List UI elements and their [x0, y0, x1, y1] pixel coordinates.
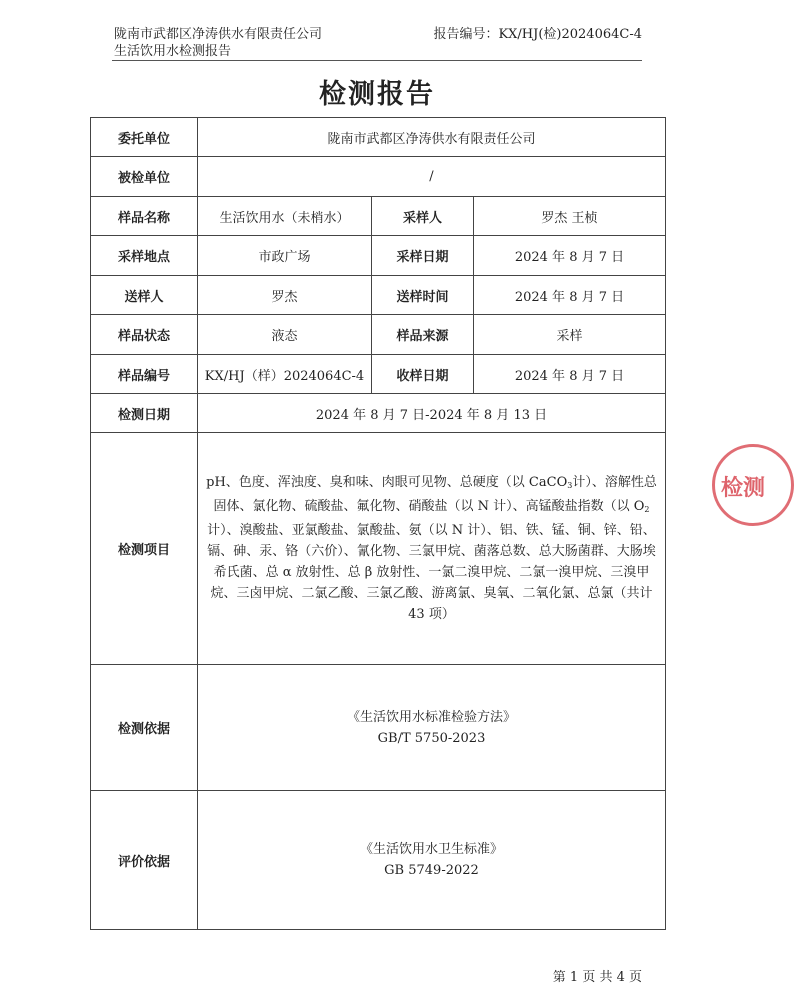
- items-text-part2: 计）、溶解性总固体、氯化物、硫酸盐、氟化物、硝酸盐（以 N 计）、高锰酸盐指数（以 O: [213, 475, 657, 514]
- eval-label: 评价依据: [91, 791, 198, 930]
- items-text-part3: 计）、溴酸盐、亚氯酸盐、氯酸盐、氨（以 N 计）、铝、铁、锰、铜、锌、铅、镉、砷、汞、铬（六价）、氰化物、三氯甲烷、菌落总数、总大肠菌群、大肠埃希氏菌、总 α 放射性、总 β 放射性、一氯二溴甲烷、二氯一溴甲烷、三溴甲烷、三卤甲烷、二氯乙酸、三氯乙酸、游离氯、臭氧、二氧化氯、总氯（共计 43 项）: [207, 523, 656, 622]
- sender-value: 罗杰: [198, 276, 372, 315]
- send-time-label: 送样时间: [372, 276, 474, 315]
- items-label: 检测项目: [91, 433, 198, 665]
- eval-line-2: GB 5749-2022: [384, 863, 479, 878]
- client-label: 委托单位: [91, 118, 198, 157]
- sample-no-label: 样品编号: [91, 355, 198, 394]
- items-value: [198, 433, 666, 665]
- eval-value: [198, 791, 666, 930]
- sample-name-label: 样品名称: [91, 197, 198, 236]
- send-time-value: 2024 年 8 月 7 日: [474, 276, 666, 315]
- inspected-value: /: [198, 157, 666, 197]
- basis-line-1: 《生活饮用水标准检验方法》: [346, 709, 516, 725]
- sampler-label: 采样人: [372, 197, 474, 236]
- table-row: [91, 118, 666, 157]
- basis-label: 检测依据: [91, 665, 198, 791]
- client-value: 陇南市武都区净涛供水有限责任公司: [198, 118, 666, 157]
- table-row: [91, 276, 666, 315]
- state-value: 液态: [198, 315, 372, 355]
- sample-date-value: 2024 年 8 月 7 日: [474, 236, 666, 276]
- inspected-label: 被检单位: [91, 157, 198, 197]
- sample-name-value: 生活饮用水（未梢水）: [198, 197, 372, 236]
- sample-no-value: KX/HJ（样）2024064C-4: [198, 355, 372, 394]
- state-label: 样品状态: [91, 315, 198, 355]
- table-row: [91, 315, 666, 355]
- receive-date-value: 2024 年 8 月 7 日: [474, 355, 666, 394]
- sampler-value: 罗杰 王桢: [474, 197, 666, 236]
- source-value: 采样: [474, 315, 666, 355]
- receive-date-label: 收样日期: [372, 355, 474, 394]
- page-title: 检测报告: [319, 79, 435, 110]
- location-value: 市政广场: [198, 236, 372, 276]
- header-company: 陇南市武都区净涛供水有限责任公司: [114, 27, 323, 42]
- items-subscript-2: 2: [644, 505, 650, 514]
- header-left: [114, 26, 322, 60]
- red-seal-stamp: [712, 444, 794, 526]
- page-number: 第 1 页 共 4 页: [552, 970, 642, 985]
- items-text-part1: pH、色度、浑浊度、臭和味、肉眼可见物、总硬度（以 CaCO: [206, 475, 568, 490]
- header-divider: [112, 60, 642, 61]
- table-row: [91, 197, 666, 236]
- source-label: 样品来源: [372, 315, 474, 355]
- location-label: 采样地点: [91, 236, 198, 276]
- report-table: [90, 117, 666, 930]
- table-row: [91, 665, 666, 791]
- table-row: [91, 236, 666, 276]
- eval-line-1: 《生活饮用水卫生标准》: [359, 842, 503, 857]
- table-row: [91, 355, 666, 394]
- table-row: [91, 394, 666, 433]
- sender-label: 送样人: [91, 276, 198, 315]
- seal-text: 检测: [721, 476, 766, 501]
- basis-line-2: GB/T 5750-2023: [377, 730, 486, 746]
- items-subscript-1: 3: [567, 481, 573, 490]
- sample-date-label: 采样日期: [372, 236, 474, 276]
- header-subtitle: 生活饮用水检测报告: [114, 44, 232, 59]
- test-date-label: 检测日期: [91, 394, 198, 433]
- basis-value: [198, 665, 666, 791]
- test-date-value: 2024 年 8 月 7 日-2024 年 8 月 13 日: [198, 394, 666, 433]
- table-row: [91, 791, 666, 930]
- table-row: [91, 157, 666, 197]
- report-number: 报告编号：KX/HJ(检)2024064C-4: [433, 27, 642, 42]
- table-row: [91, 433, 666, 665]
